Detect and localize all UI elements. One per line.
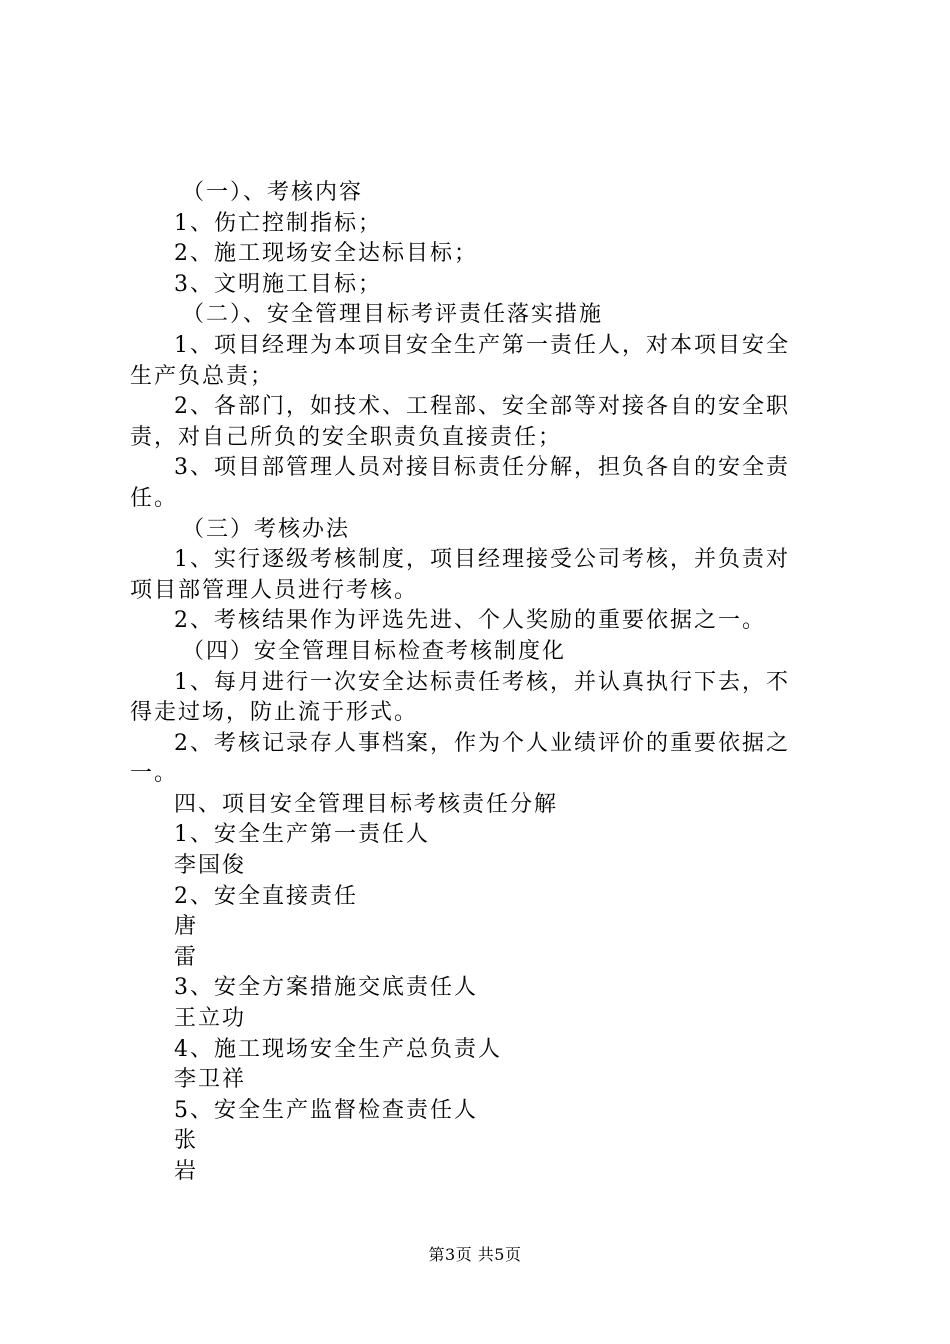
section-heading-3: （三）考核办法 [182,516,351,542]
responsible-person: 雷 [174,944,199,970]
paragraph-line: 3、文明施工目标； [174,271,382,297]
section-heading-1: （一）、考核内容 [182,180,364,205]
paragraph-line: 2、施工现场安全达标目标； [174,241,478,267]
section-heading-main: 四、项目安全管理目标考核责任分解 [174,791,559,817]
document-body [130,178,830,1188]
paragraph-line: 2、各部门，如技术、工程部、安全部等对接各自的安全职 [174,394,790,420]
paragraph-line: 3、项目部管理人员对接目标责任分解，担负各自的安全责 [174,455,790,481]
responsible-person: 张 [174,1128,199,1154]
paragraph-line: 任。 [130,485,179,511]
responsibility-item: 2、安全直接责任 [174,883,358,909]
responsibility-item: 1、安全生产第一责任人 [174,822,430,848]
paragraph-line: 项目部管理人员进行考核。 [130,577,419,603]
page-footer [0,1243,950,1267]
responsible-person: 王立功 [174,1006,247,1032]
paragraph-line: 责，对自己所负的安全职责负直接责任； [130,424,563,450]
paragraph-line: 1、项目经理为本项目安全生产第一责任人，对本项目安全 [174,332,790,358]
paragraph-line: 1、每月进行一次安全达标责任考核，并认真执行下去，不 [174,669,790,695]
paragraph-line: 生产负总责； [130,363,275,389]
page-number-label: 第3页 共5页 [428,1245,522,1264]
paragraph-line: 2、考核结果作为评选先进、个人奖励的重要依据之一。 [174,608,766,634]
section-heading-4: （四）安全管理目标检查考核制度化 [182,638,567,664]
paragraph-line: 一。 [130,761,179,787]
paragraph-line: 1、伤亡控制指标； [174,210,382,236]
responsibility-item: 5、安全生产监督检查责任人 [174,1097,478,1123]
paragraph-line: 1、实行逐级考核制度，项目经理接受公司考核，并负责对 [174,547,790,573]
responsible-person: 岩 [174,1159,199,1184]
responsibility-item: 3、安全方案措施交底责任人 [174,975,478,1001]
paragraph-line: 2、考核记录存人事档案，作为个人业绩评价的重要依据之 [174,730,790,756]
section-heading-2: （二）、安全管理目标考评责任落实措施 [182,302,604,328]
responsible-person: 李卫祥 [174,1067,247,1093]
responsible-person: 李国俊 [174,853,247,879]
responsibility-item: 4、施工现场安全生产总负责人 [174,1036,502,1062]
paragraph-line: 得走过场，防止流于形式。 [130,700,419,726]
responsible-person: 唐 [174,914,199,940]
